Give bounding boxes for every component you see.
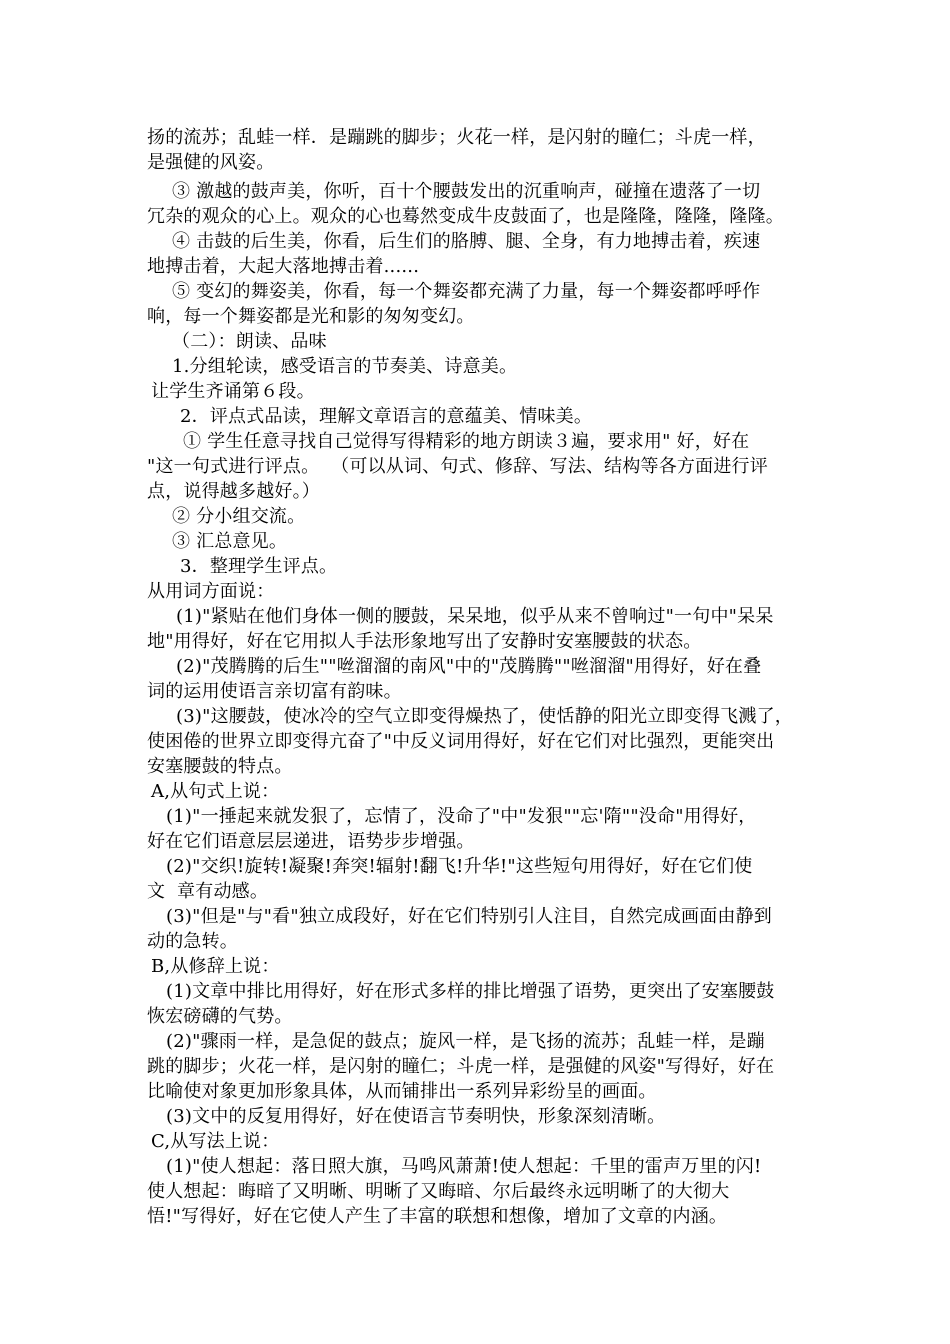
text-line: (1)文章中排比用得好，好在形式多样的排比增强了语势，更突出了安塞腰鼓 xyxy=(166,981,775,1002)
text-line: (3)"但是"与"看"独立成段好，好在它们特别引人注目，自然完成画面由静到 xyxy=(166,906,773,927)
text-line: 使人想起：晦暗了又明晰、明晰了又晦暗、尔后最终永远明晰了的大彻大 xyxy=(147,1181,730,1202)
text-line: ③ 汇总意见。 xyxy=(172,531,288,552)
text-line: (3)文中的反复用得好，好在使语言节奏明快，形象深刻清晰。 xyxy=(166,1106,666,1127)
section-heading: B,从修辞上说： xyxy=(151,956,280,977)
text-line: (1)"紧贴在他们身体一侧的腰鼓，呆呆地，似乎从来不曾响过"一句中"呆呆 xyxy=(176,606,774,627)
text-line: 好在它们语意层层递进，语势步步增强。 xyxy=(147,831,475,852)
text-line: (2)"骤雨一样，是急促的鼓点；旋风一样，是飞扬的流苏；乱蛙一样，是蹦 xyxy=(166,1031,765,1052)
text-line: 是强健的风姿。 xyxy=(147,152,275,173)
text-line: 让学生齐诵第６段。 xyxy=(151,381,315,402)
text-line: 文 章有动感。 xyxy=(147,881,269,902)
text-line: (2)"茂腾腾的后生""咝溜溜的南风"中的"茂腾腾""咝溜溜"用得好，好在叠 xyxy=(176,656,762,677)
text-line: ③ 激越的鼓声美，你听，百十个腰鼓发出的沉重响声，碰撞在遗落了一切 xyxy=(172,181,761,202)
text-line: ④ 击鼓的后生美，你看，后生们的胳膊、腿、全身，有力地搏击着，疾速 xyxy=(172,231,761,252)
section-heading: A,从句式上说： xyxy=(151,781,280,802)
text-line: ⑤ 变幻的舞姿美，你看，每一个舞姿都充满了力量，每一个舞姿都呼呼作 xyxy=(172,281,761,302)
text-line: 比喻使对象更加形象具体，从而铺排出一系列异彩纷呈的画面。 xyxy=(147,1081,657,1102)
text-line: (1)"一捶起来就发狠了，忘情了，没命了"中"发狠""忘'隋""没命"用得好， xyxy=(166,806,757,827)
text-line: (3)"这腰鼓，使冰冷的空气立即变得燥热了，使恬静的阳光立即变得飞溅了， xyxy=(176,706,793,727)
text-line: 响，每一个舞姿都是光和影的匆匆变幻。 xyxy=(147,306,475,327)
text-line: 3．整理学生评点。 xyxy=(180,556,338,577)
text-line: (2)"交织!旋转!凝聚!奔突!辐射!翻飞!升华!"这些短句用得好，好在它们使 xyxy=(166,856,753,877)
text-line: 2．评点式品读，理解文章语言的意蕴美、情味美。 xyxy=(180,406,593,427)
text-line: 悟!"写得好，好在它使人产生了丰富的联想和想像，增加了文章的内涵。 xyxy=(147,1206,728,1227)
text-line: 地搏击着，大起大落地搏击着...... xyxy=(147,256,420,277)
text-line: 词的运用使语言亲切富有韵味。 xyxy=(147,681,402,702)
text-line: (1)"使人想起：落日照大旗，马鸣风萧萧!使人想起：千里的雷声万里的闪! xyxy=(166,1156,762,1177)
text-line: "这一句式进行评点。 （可以从词、句式、修辞、写法、结构等各方面进行评 xyxy=(147,456,768,477)
text-line: 跳的脚步；火花一样，是闪射的瞳仁；斗虎一样，是强健的风姿"写得好，好在 xyxy=(147,1056,775,1077)
text-line: ① 学生任意寻找自己觉得写得精彩的地方朗读３遍，要求用" 好，好在 xyxy=(183,431,750,452)
text-line: 冗杂的观众的心上。观众的心也蓦然变成牛皮鼓面了，也是隆隆，隆隆，隆隆。 xyxy=(147,206,784,227)
text-line: 安塞腰鼓的特点。 xyxy=(147,756,293,777)
text-line: 点，说得越多越好。） xyxy=(147,481,320,502)
section-heading: 从用词方面说： xyxy=(147,581,275,602)
text-line: ② 分小组交流。 xyxy=(172,506,306,527)
text-line: 1.分组轮读，感受语言的节奏美、诗意美。 xyxy=(172,356,518,377)
section-heading: C,从写法上说： xyxy=(151,1131,280,1152)
text-line: 地"用得好，好在它用拟人手法形象地写出了安静时安塞腰鼓的状态。 xyxy=(147,631,702,652)
section-heading: （二）：朗读、品味 xyxy=(172,331,327,352)
text-line: 动的急转。 xyxy=(147,931,238,952)
text-line: 使困倦的世界立即变得亢奋了"中反义词用得好，好在它们对比强烈，更能突出 xyxy=(147,731,775,752)
text-line: 恢宏磅礴的气势。 xyxy=(147,1006,293,1027)
text-line: 扬的流苏；乱蛙一样．是蹦跳的脚步；火花一样，是闪射的瞳仁；斗虎一样， xyxy=(147,127,766,148)
